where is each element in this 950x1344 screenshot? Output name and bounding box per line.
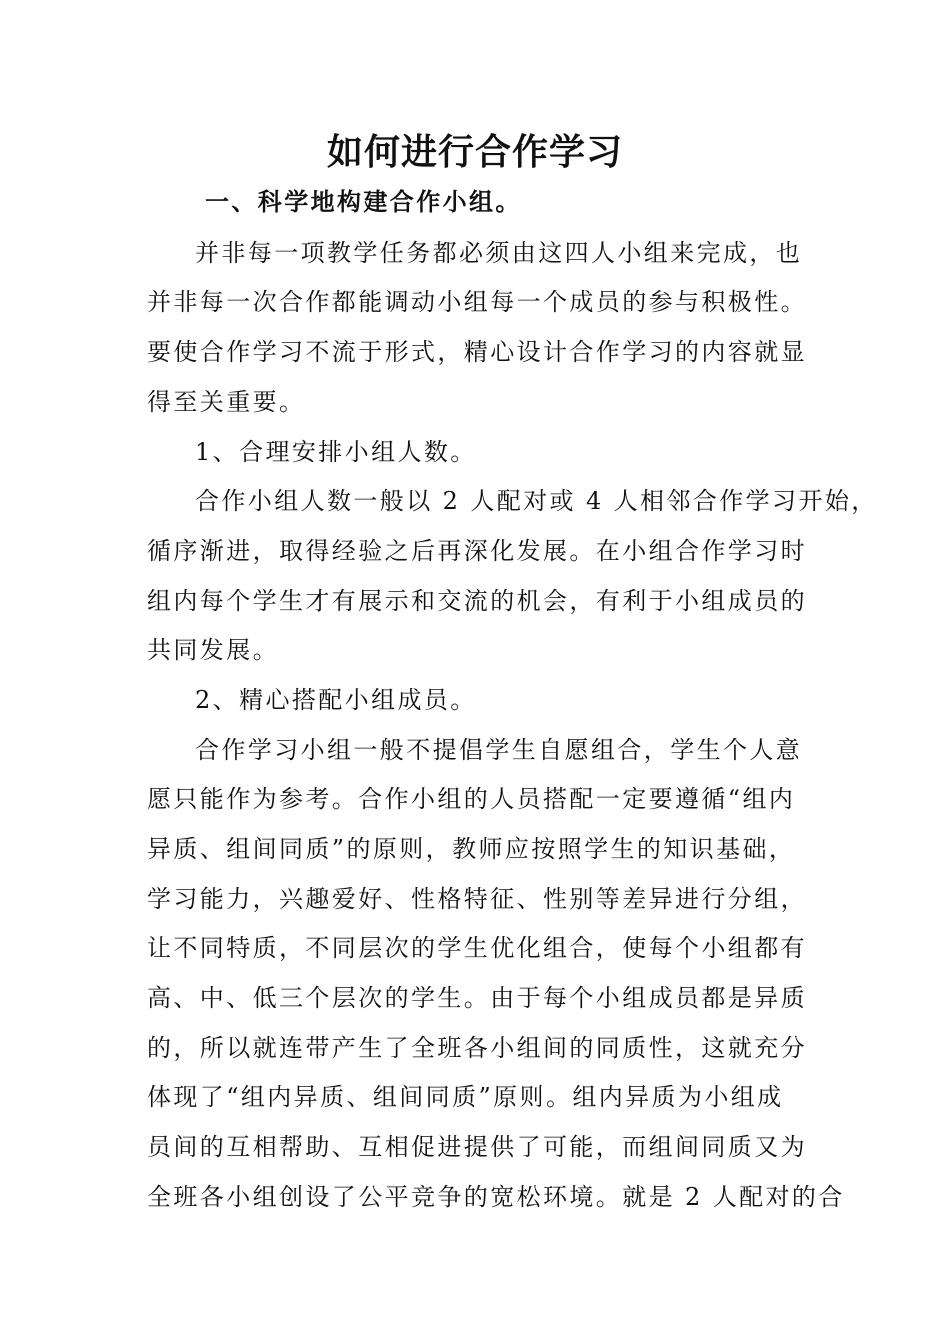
paragraph-line: 学习能力，兴趣爱好、性格特征、性别等差异进行分组， [147, 885, 807, 913]
paragraph-line: 员间的互相帮助、互相促进提供了可能，而组间同质又为 [147, 1133, 807, 1161]
paragraph-line: 得至关重要。 [147, 388, 306, 416]
paragraph-line: 全班各小组创设了公平竞争的宽松环境。就是 2 人配对的合 [147, 1183, 845, 1211]
subheading: 1、合理安排小组人数。 [195, 438, 477, 466]
paragraph-line: 愿只能作为参考。合作小组的人员搭配一定要遵循“组内 [147, 785, 796, 813]
paragraph-line: 体现了“组内异质、组间同质”原则。组内异质为小组成 [147, 1083, 784, 1111]
paragraph-line: 异质、组间同质”的原则，教师应按照学生的知识基础， [147, 835, 796, 863]
paragraph-line: 让不同特质，不同层次的学生优化组合，使每个小组都有 [147, 934, 807, 962]
paragraph-line: 合作小组人数一般以 2 人配对或 4 人相邻合作学习开始， [195, 487, 878, 515]
paragraph-line: 并非每一项教学任务都必须由这四人小组来完成，也 [195, 239, 803, 267]
paragraph-line: 要使合作学习不流于形式，精心设计合作学习的内容就显 [147, 338, 807, 366]
section-heading: 一、科学地构建合作小组。 [205, 187, 522, 216]
page-title: 如何进行合作学习 [326, 131, 623, 173]
subheading: 2、精心搭配小组成员。 [195, 686, 477, 714]
paragraph-line: 循序渐进，取得经验之后再深化发展。在小组合作学习时 [147, 537, 807, 565]
paragraph-line: 合作学习小组一般不提倡学生自愿组合，学生个人意 [195, 736, 803, 764]
paragraph-line: 并非每一次合作都能调动小组每一个成员的参与积极性。 [147, 288, 807, 316]
paragraph-line: 的，所以就连带产生了全班各小组间的同质性，这就充分 [147, 1034, 807, 1062]
paragraph-line: 共同发展。 [147, 636, 279, 664]
paragraph-line: 高、中、低三个层次的学生。由于每个小组成员都是异质 [147, 984, 807, 1012]
paragraph-line: 组内每个学生才有展示和交流的机会，有利于小组成员的 [147, 587, 807, 615]
